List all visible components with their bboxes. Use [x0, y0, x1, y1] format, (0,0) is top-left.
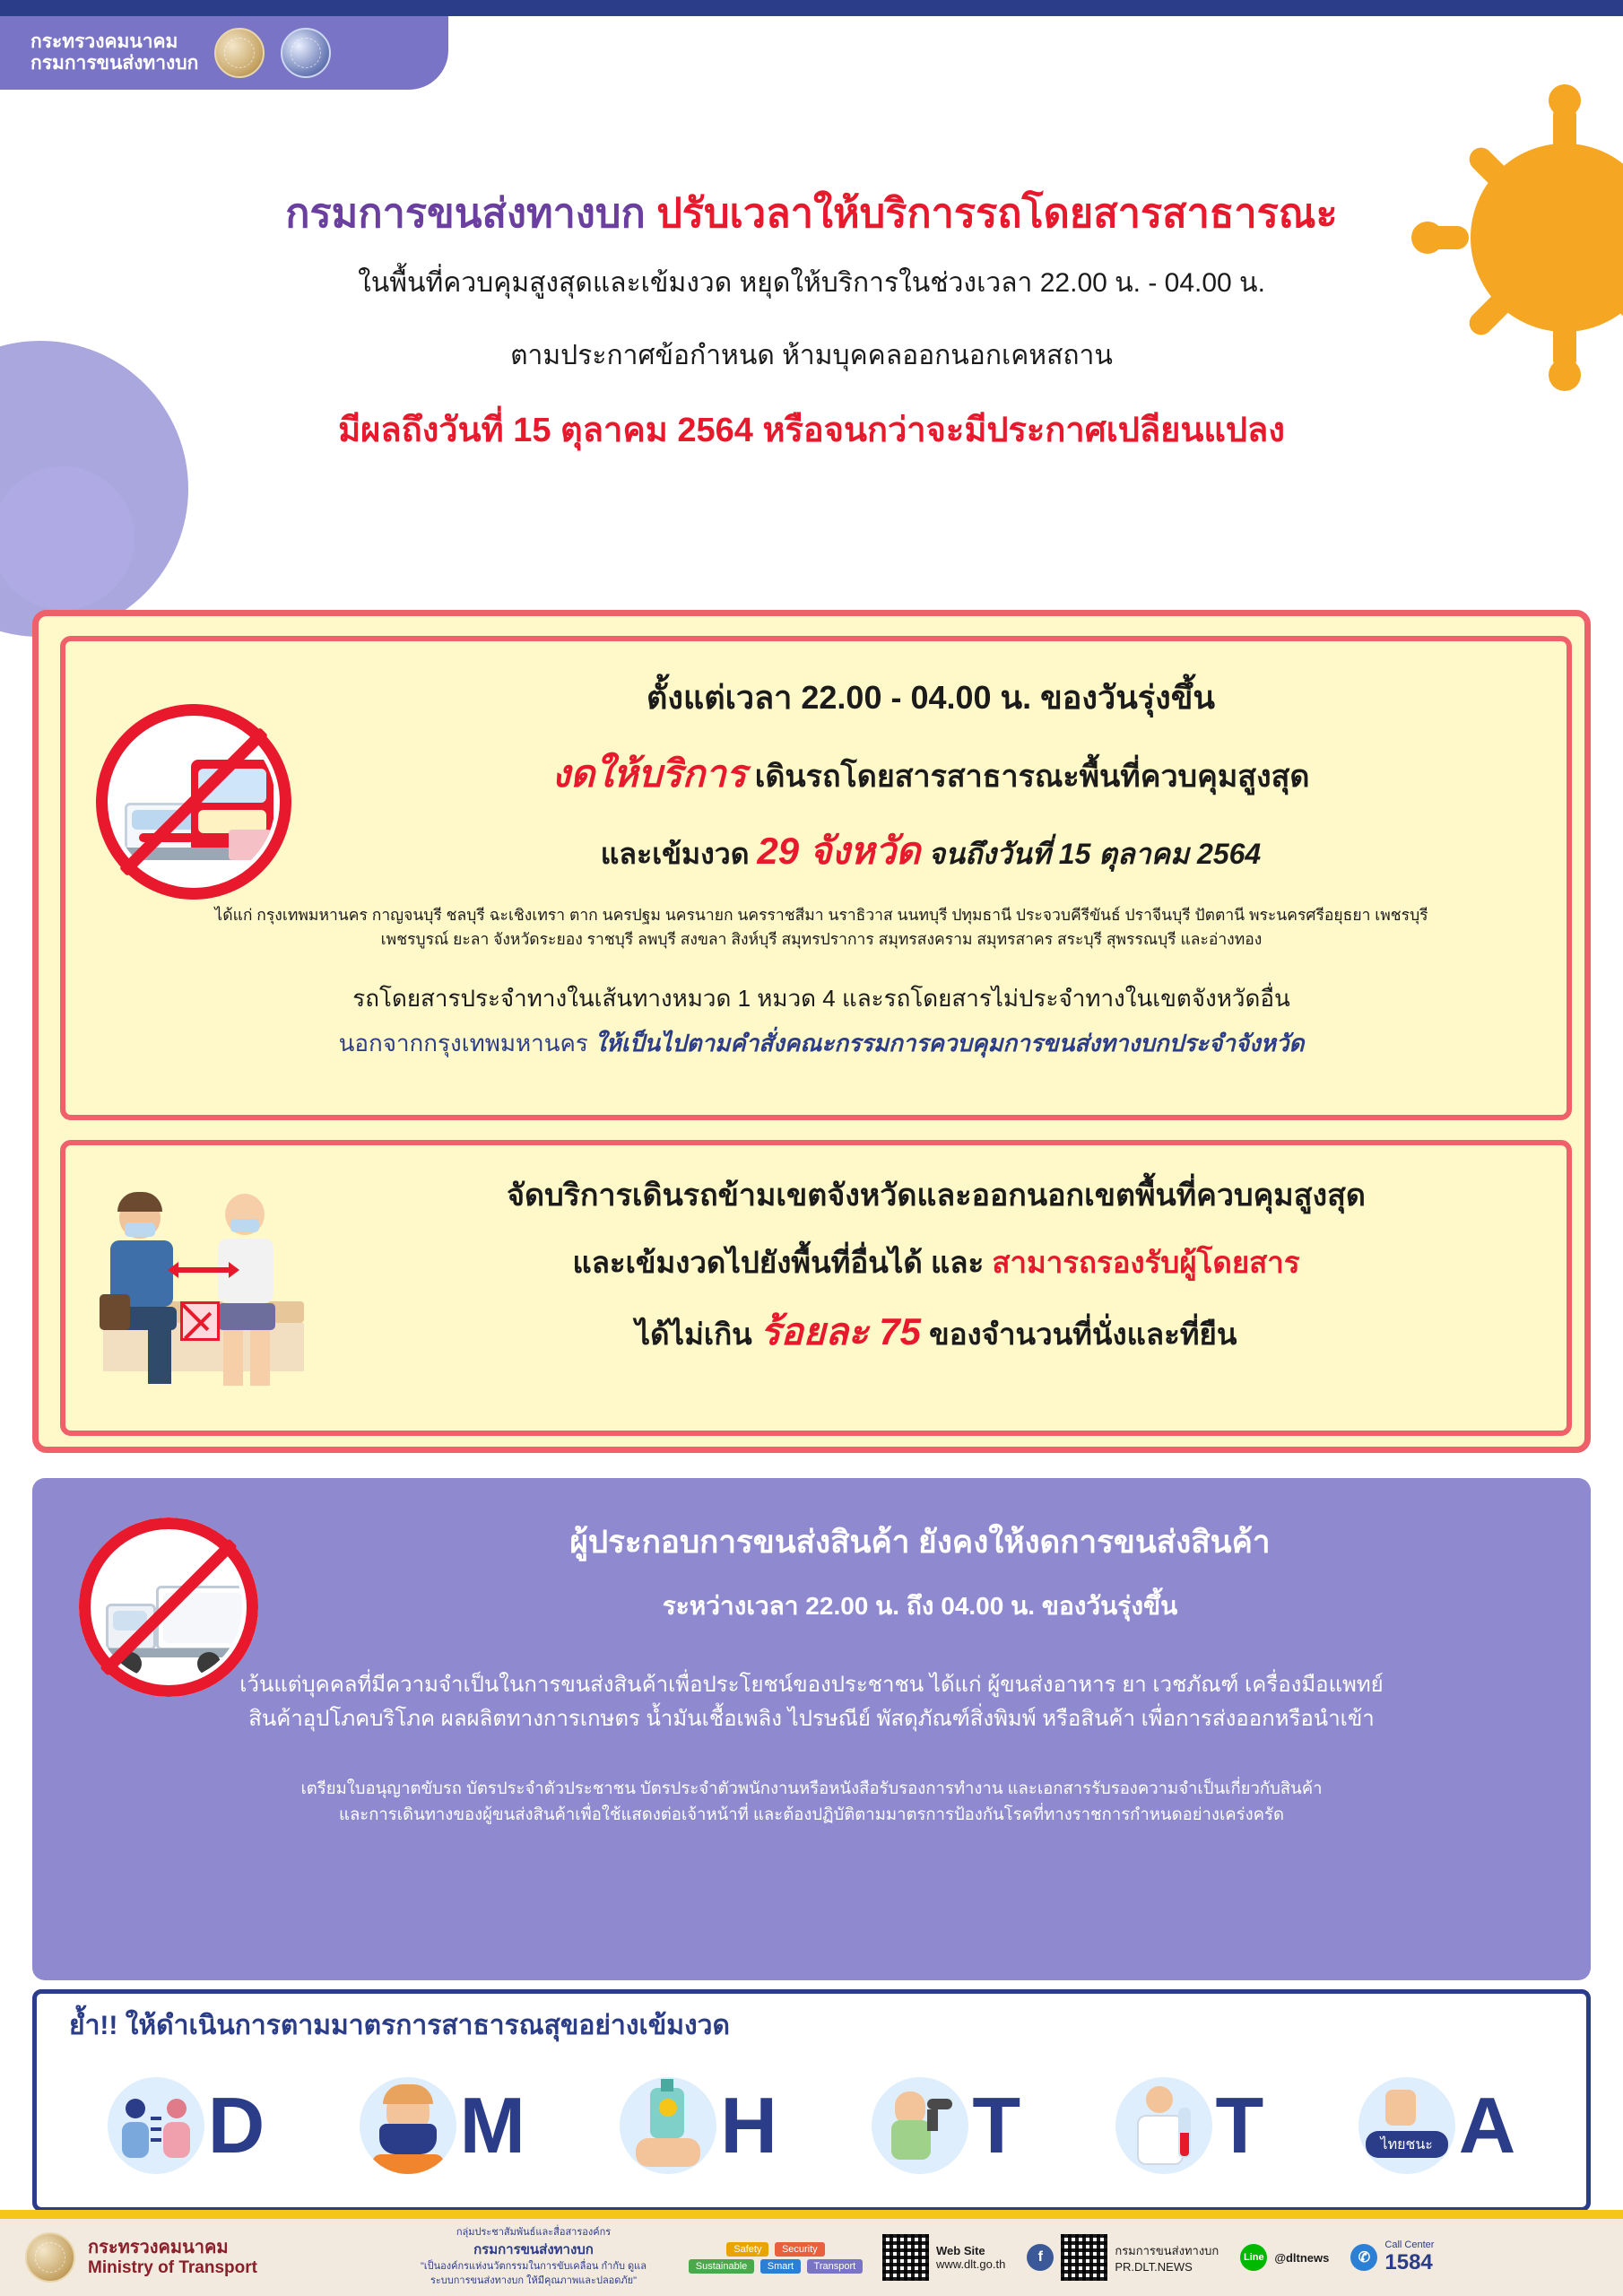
footer-center-line1: กลุ่มประชาสัมพันธ์และสื่อสารองค์กร: [456, 2227, 612, 2239]
distancing-icon: [108, 2077, 204, 2174]
footer-tags: [681, 2240, 870, 2274]
tag-sustainable: Sustainable: [689, 2259, 755, 2274]
card-a-note-line1: รถโดยสารประจำทางในเส้นทางหมวด 1 หมวด 4 และรถโดยสารไม่ประจำทางในเขตจังหวัดอื่น: [352, 985, 1290, 1012]
footer-center-quote1: "เป็นองค์กรแห่งนวัตกรรมในการขับเคลื่อน กำกับ ดูแล: [420, 2260, 647, 2272]
footer-accent-stripe: [0, 2210, 1623, 2219]
province-list-line1: ได้แก่ กรุงเทพมหานคร กาญจนบุรี ชลบุรี ฉะเชิงเทรา ตาก นครปฐม นครนายก นครราชสีมา นราธิวาส นนทบุรี ปทุมธานี ประจวบคีรีขันธ์ ปราจีนบุรี ปัตตานี พระนครศรีอยุธยา เพชรบุรี: [214, 906, 1428, 924]
footer-line[interactable]: [1240, 2244, 1329, 2271]
footer-facebook[interactable]: [1027, 2234, 1219, 2281]
dmhtta-item-t2: [1115, 2077, 1264, 2174]
suspension-card: [60, 636, 1572, 1120]
social-distancing-icon: [98, 1167, 309, 1409]
footer-center-line2: กรมการขนส่งทางบก: [473, 2242, 594, 2258]
dmhtta-letter: T: [1215, 2081, 1264, 2170]
callcenter-value[interactable]: 1584: [1384, 2250, 1433, 2274]
freight-subtitle: ระหว่างเวลา 22.00 น. ถึง 04.00 น. ของวันรุ่งขึ้น: [662, 1592, 1178, 1620]
header-ministry-line1: กระทรวงคมนาคม: [30, 30, 178, 52]
footer-center-quote2: ระบบการขนส่งทางบก ให้มีคุณภาพและปลอดภัย": [430, 2274, 638, 2286]
card-b-line3-pre: ได้ไม่เกิน: [635, 1318, 752, 1351]
line-icon[interactable]: Line: [1240, 2244, 1267, 2271]
card-b-percent: ร้อยละ 75: [759, 1310, 921, 1352]
health-measures-panel: [32, 1989, 1591, 2212]
no-bus-icon: [96, 704, 291, 900]
dmhtta-letter: M: [459, 2081, 525, 2170]
card-b-line3-post: ของจำนวนที่นั่งและที่ยืน: [929, 1318, 1237, 1351]
title-line3: ตามประกาศข้อกำหนด ห้ามบุคคลออกนอกเคหสถาน: [510, 341, 1113, 371]
callcenter-label: Call Center: [1384, 2239, 1435, 2250]
freight-body-line2: สินค้าอุปโภคบริโภค ผลผลิตทางการเกษตร น้ำมันเชื้อเพลิง ไปรษณีย์ พัสดุภัณฑ์สิ่งพิมพ์ หรือสินค้า เพื่อการส่งออกหรือนำเข้า: [248, 1707, 1375, 1732]
card-a-line3-post: จนถึงวันที่ 15 ตุลาคม 2564: [928, 838, 1262, 870]
footer: [0, 2219, 1623, 2296]
header-ministry-line2: กรมการขนส่งทางบก: [30, 53, 199, 74]
dmhtta-letter: H: [720, 2081, 777, 2170]
tag-smart: Smart: [760, 2259, 801, 2274]
freight-note-line2: และการเดินทางของผู้ขนส่งสินค้าเพื่อใช้แสดงต่อเจ้าหน้าที่ และต้องปฏิบัติตามมาตรการป้องกันโรคที่ทางราชการกำหนดอย่างเคร่งครัด: [339, 1804, 1284, 1823]
phone-icon: ✆: [1350, 2244, 1377, 2271]
qr-code-icon: [882, 2234, 929, 2281]
measures-panel: [32, 610, 1591, 1453]
title-part-action: ปรับเวลาให้บริการรถโดยสารสาธารณะ: [656, 190, 1338, 236]
tag-safety: Safety: [726, 2242, 768, 2257]
title-part-agency: กรมการขนส่งทางบก: [285, 190, 646, 236]
dmhtta-item-h: [620, 2077, 777, 2174]
tag-security: Security: [775, 2242, 825, 2257]
card-a-line2-rest: เดินรถโดยสารสาธารณะพื้นที่ควบคุมสูงสุด: [754, 760, 1310, 794]
card-a-province-count: 29 จังหวัด: [757, 830, 921, 872]
handwash-icon: [620, 2077, 716, 2174]
footer-ministry-en: Ministry of Transport: [88, 2257, 257, 2277]
dmhtta-letter: D: [207, 2081, 265, 2170]
dmhtta-letter: T: [972, 2081, 1021, 2170]
card-a-red-emphasis: งดให้บริการ: [551, 752, 747, 795]
mask-icon: [360, 2077, 456, 2174]
card-a-note-line2-highlight: ให้เป็นไปตามคำสั่งคณะกรรมการควบคุมการขนส่งทางบกประจำจังหวัด: [595, 1029, 1305, 1057]
card-a-line1: ตั้งแต่เวลา 22.00 - 04.00 น. ของวันรุ่งขึ้น: [647, 679, 1215, 716]
dmhtta-item-a: [1358, 2077, 1516, 2174]
freight-note-line1: เตรียมใบอนุญาตขับรถ บัตรประจำตัวประชาชน บัตรประจำตัวพนักงานหรือหนังสือรับรองการทำงาน และเอกสารรับรองความจำเป็นเกี่ยวกับสินค้า: [300, 1779, 1323, 1797]
facebook-label2: PR.DLT.NEWS: [1115, 2260, 1193, 2274]
footer-callcenter[interactable]: [1350, 2239, 1434, 2275]
footer-department-info: [386, 2226, 681, 2289]
card-a-line3-pre: และเข้มงวด: [600, 838, 750, 870]
dmhtta-item-m: [360, 2077, 525, 2174]
facebook-label1: กรมการขนส่งทางบก: [1115, 2244, 1219, 2257]
freight-title: ผู้ประกอบการขนส่งสินค้า ยังคงให้งดการขนส่งสินค้า: [569, 1525, 1271, 1560]
facebook-icon[interactable]: f: [1027, 2244, 1054, 2271]
freight-body-line1: เว้นแต่บุคคลที่มีความจำเป็นในการขนส่งสินค้าเพื่อประโยชน์ของประชาชน ได้แก่ ผู้ขนส่งอาหาร ยา เวชภัณฑ์ เครื่องมือแพทย์: [239, 1673, 1384, 1697]
line-value[interactable]: @dltnews: [1274, 2250, 1330, 2265]
thermometer-icon: [872, 2077, 968, 2174]
ministry-seal-icon: [25, 2232, 75, 2283]
health-measures-heading: ย้ำ!! ให้ดำเนินการตามมาตรการสาธารณสุขอย่างเข้มงวด: [69, 2011, 731, 2040]
dmhtta-letter: A: [1458, 2081, 1516, 2170]
capacity-card: [60, 1140, 1572, 1436]
title-line2: ในพื้นที่ควบคุมสูงสุดและเข้มงวด หยุดให้บริการในช่วงเวลา 22.00 น. - 04.00 น.: [358, 268, 1265, 299]
thaichana-app-icon: [1358, 2077, 1455, 2174]
card-b-line2-pre: และเข้มงวดไปยังพื้นที่อื่นได้ และ: [572, 1246, 985, 1279]
tag-transport: Transport: [807, 2259, 864, 2274]
ministry-seal-icon: [214, 28, 265, 78]
thaichana-label: ไทยชนะ: [1366, 2131, 1448, 2158]
website-label: Web Site: [936, 2244, 985, 2257]
department-seal-icon: [281, 28, 331, 78]
province-list-line2: เพชรบูรณ์ ยะลา จังหวัดระยอง ราชบุรี ลพบุรี สงขลา สิงห์บุรี สมุทรปราการ สมุทรสงคราม สมุทรสาคร สระบุรี สุพรรณบุรี และอ่างทอง: [380, 930, 1263, 949]
footer-website[interactable]: [882, 2234, 1005, 2281]
website-value[interactable]: www.dlt.go.th: [936, 2257, 1006, 2271]
footer-ministry-th: กระทรวงคมนาคม: [88, 2237, 229, 2257]
footer-ministry: [0, 2232, 386, 2283]
qr-code-icon: [1061, 2234, 1107, 2281]
title-line4-effective-date: มีผลถึงวันที่ 15 ตุลาคม 2564 หรือจนกว่าจะมีประกาศเปลียนแปลง: [338, 412, 1285, 450]
card-b-line2-red: สามารถรองรับผู้โดยสาร: [992, 1246, 1300, 1279]
dmhtta-item-t1: [872, 2077, 1020, 2174]
top-accent-bar: [0, 0, 1623, 16]
freight-panel: [32, 1478, 1591, 1980]
header-branding: [0, 16, 448, 90]
page-title: [0, 188, 1623, 457]
testing-icon: [1115, 2077, 1212, 2174]
card-b-line1: จัดบริการเดินรถข้ามเขตจังหวัดและออกนอกเขตพื้นที่ควบคุมสูงสุด: [507, 1178, 1366, 1213]
card-a-note-line2-pre: นอกจากกรุงเทพมหานคร: [338, 1029, 588, 1057]
dmhtta-row: [37, 2049, 1586, 2202]
dmhtta-item-d: [108, 2077, 265, 2174]
